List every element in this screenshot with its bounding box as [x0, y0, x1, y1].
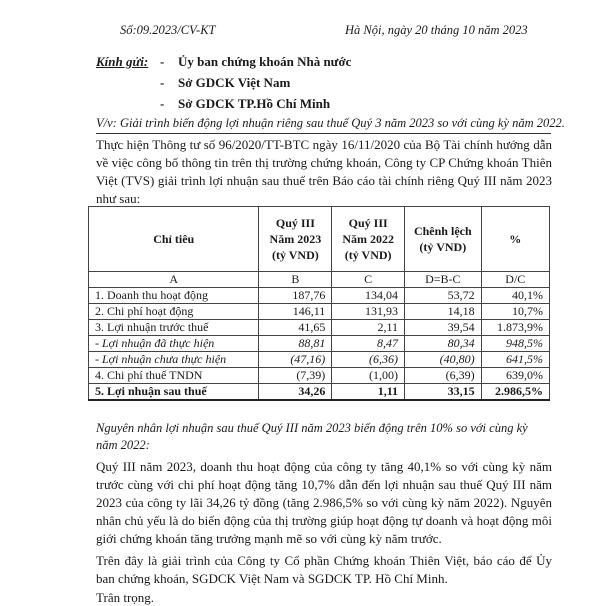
col-header-indicator: Chỉ tiêu — [89, 207, 259, 272]
subject-line: V/v: Giải trình biến động lợi nhuận riêng sau thuế Quý 3 năm 2023 so với cùng kỳ năm 2022. — [96, 116, 551, 134]
intro-paragraph: Thực hiện Thông tư số 96/2020/TT-BTC ngày 16/11/2020 của Bộ Tài chính hướng dẫn về việc công bố thông tin trên thị trường chứng khoán, Công ty CP Chứng khoán Thiên Việt (TVS) giải trình lợi nhuận sau thuế trên Báo cáo tài chính riêng Quý III năm 2023 như sau: — [96, 137, 552, 206]
table-row — [89, 304, 550, 320]
code-cell: D=B-C — [405, 272, 482, 288]
row-label: 5. Lợi nhuận sau thuế — [89, 384, 259, 401]
cell-value: 40,1% — [481, 288, 549, 304]
table-row — [89, 368, 550, 384]
cell-value: 134,04 — [332, 288, 405, 304]
date-line: Hà Nội, ngày 20 tháng 10 năm 2023 — [345, 23, 528, 37]
row-label: 2. Chi phí hoạt động — [89, 304, 259, 320]
cell-value: (7,39) — [259, 368, 332, 384]
cell-value: 146,11 — [259, 304, 332, 320]
col-header-percent: % — [481, 207, 549, 272]
table-row — [89, 320, 550, 336]
cell-value: 39,54 — [405, 320, 482, 336]
cell-value: 1,11 — [332, 384, 405, 401]
table-row — [89, 288, 550, 304]
cell-value: 1.873,9% — [481, 320, 549, 336]
table-code-row — [89, 272, 550, 288]
recipient-1-text: Ủy ban chứng khoán Nhà nước — [178, 54, 352, 69]
col-header-q3-2023: Quý III Năm 2023 (tỷ VND) — [259, 207, 332, 272]
cell-value: 34,26 — [259, 384, 332, 401]
reference-number: Số:09.2023/CV-KT — [120, 23, 216, 37]
table-header-row — [89, 207, 550, 272]
cell-value: (6,36) — [332, 352, 405, 368]
recipient-3: - Sở GDCK TP.Hồ Chí Minh — [160, 96, 331, 111]
profit-table — [88, 206, 550, 401]
cell-value: 131,93 — [332, 304, 405, 320]
cell-value: (6,39) — [405, 368, 482, 384]
cell-value: 2.986,5% — [481, 384, 549, 401]
recipient-2-text: Sở GDCK Việt Nam — [178, 75, 291, 90]
code-cell: D/C — [481, 272, 549, 288]
cell-value: 948,5% — [481, 336, 549, 352]
cell-value: 33,15 — [405, 384, 482, 401]
table-row — [89, 336, 550, 352]
regards-text: Trân trọng. — [96, 590, 155, 605]
code-cell: B — [259, 272, 332, 288]
row-label: - Lợi nhuận chưa thực hiện — [89, 352, 259, 368]
cell-value: (1,00) — [332, 368, 405, 384]
cell-value: 2,11 — [332, 320, 405, 336]
row-label: 1. Doanh thu hoạt động — [89, 288, 259, 304]
cell-value: (40,80) — [405, 352, 482, 368]
cell-value: 10,7% — [481, 304, 549, 320]
row-label: 3. Lợi nhuận trước thuế — [89, 320, 259, 336]
cell-value: 639,0% — [481, 368, 549, 384]
code-cell: C — [332, 272, 405, 288]
table-row — [89, 352, 550, 368]
cell-value: 14,18 — [405, 304, 482, 320]
reason-heading: Nguyên nhân lợi nhuận sau thuế Quý III năm 2023 biến động trên 10% so với cùng kỳ năm 2022: — [96, 421, 528, 452]
cell-value: 41,65 — [259, 320, 332, 336]
cell-value: 53,72 — [405, 288, 482, 304]
addressee-label: Kính gửi: — [96, 54, 149, 69]
cell-value: 187,76 — [259, 288, 332, 304]
cell-value: 80,34 — [405, 336, 482, 352]
cell-value: 641,5% — [481, 352, 549, 368]
recipient-2: - Sở GDCK Việt Nam — [160, 75, 291, 90]
cell-value: (47,16) — [259, 352, 332, 368]
row-label: - Lợi nhuận đã thực hiện — [89, 336, 259, 352]
cell-value: 8,47 — [332, 336, 405, 352]
row-label: 4. Chi phí thuế TNDN — [89, 368, 259, 384]
col-header-q3-2022: Quý III Năm 2022 (tỷ VND) — [332, 207, 405, 272]
reason-paragraph: Quý III năm 2023, doanh thu hoạt động của công ty tăng 40,1% so với cùng kỳ năm trước cùng với chi phí hoạt động tăng 10,7% dẫn đến lợi nhuận sau thuế Quý III năm 2023 của công ty lãi 34,26 tỷ đồng (tăng 2.986,5% so với cùng kỳ năm 2022). Nguyên nhân chủ yếu là do biến động của thị trường giúp hoạt động tự doanh và hoạt động môi giới chứng khoán tăng trưởng mạnh mẽ so với cùng kỳ năm trước. — [96, 459, 552, 546]
cell-value: 88,81 — [259, 336, 332, 352]
recipient-3-text: Sở GDCK TP.Hồ Chí Minh — [178, 96, 331, 111]
closing-paragraph: Trên đây là giải trình của Công ty Cổ phần Chứng khoán Thiên Việt, báo cáo để Ủy ban chứng khoán, SGDCK Việt Nam và SGDCK TP. Hồ Chí Minh. — [96, 553, 552, 586]
recipient-1: - Ủy ban chứng khoán Nhà nước — [160, 54, 352, 69]
code-cell: A — [89, 272, 259, 288]
table-row-total — [89, 384, 550, 401]
col-header-difference: Chênh lệch (tỷ VND) — [405, 207, 482, 272]
